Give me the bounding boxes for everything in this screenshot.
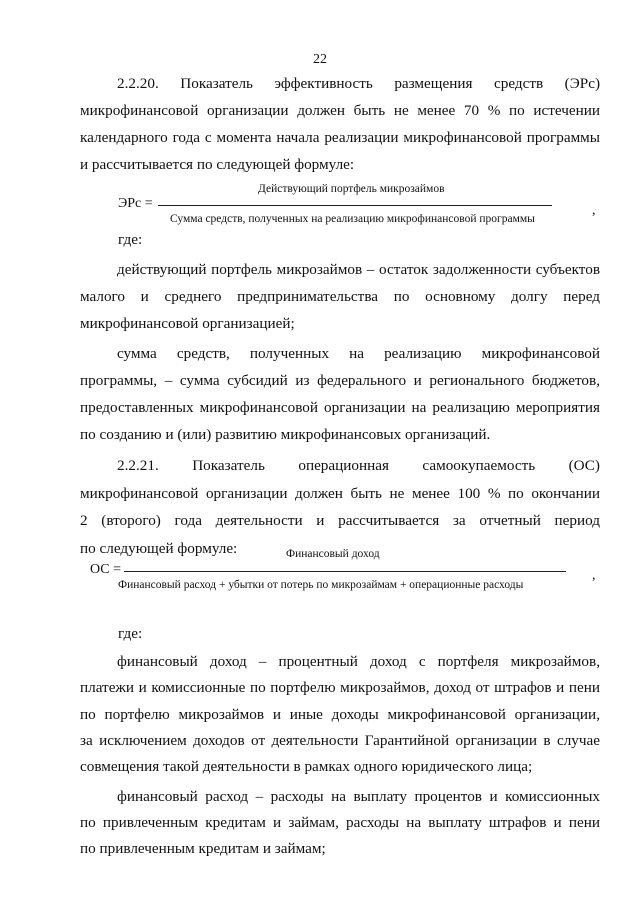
fraction-bar [124, 571, 566, 572]
paragraph-line: календарного года с момента начала реализации микрофинансовой программы [80, 129, 600, 146]
formula-comma: , [592, 203, 596, 218]
paragraph-line: совмещения такой деятельности в рамках одного юридического лица; [80, 758, 533, 775]
where-label: где: [118, 625, 143, 642]
fraction-bar [158, 205, 552, 206]
paragraph-line: по привлеченным кредитам и займам; [80, 840, 326, 857]
paragraph-line: по портфелю микрозаймов и иные доходы микрофинансовой организации, [80, 706, 600, 723]
formula-lhs: ЭРс = [118, 196, 153, 211]
paragraph-line: 2.2.20. Показатель эффективность размещения средств (ЭРс) [117, 75, 600, 92]
formula-denominator: Сумма средств, полученных на реализацию микрофинансовой программы [170, 213, 535, 225]
paragraph-line: 2 (второго) года деятельности и рассчитывается за отчетный период [80, 512, 600, 529]
paragraph-line: и рассчитывается по следующей формуле: [80, 156, 355, 173]
formula-numerator: Действующий портфель микрозаймов [258, 183, 445, 195]
paragraph-line: финансовый расход – расходы на выплату процентов и комиссионных [117, 788, 600, 805]
formula-lhs: ОС = [90, 562, 122, 577]
where-label: где: [118, 231, 143, 248]
paragraph-line: действующий портфель микрозаймов – остаток задолженности субъектов [117, 261, 600, 278]
paragraph-line: предоставленных микрофинансовой организации на реализацию мероприятия [80, 399, 600, 416]
formula-numerator: Финансовый доход [286, 548, 380, 560]
paragraph-line: микрофинансовой организацией; [80, 315, 295, 332]
paragraph-line: сумма средств, полученных на реализацию микрофинансовой [117, 345, 600, 362]
formula-comma: , [592, 568, 596, 583]
paragraph-line: малого и среднего предпринимательства по основному долгу перед [80, 288, 600, 305]
formula-denominator: Финансовый расход + убытки от потерь по микрозаймам + операционные расходы [118, 579, 524, 591]
paragraph-line: микрофинансовой организации должен быть не менее 100 % по окончании [80, 485, 600, 502]
paragraph-line: по следующей формуле: [80, 540, 238, 557]
paragraph-line: по созданию и (или) развитию микрофинансовых организаций. [80, 426, 491, 443]
page-number: 22 [313, 52, 327, 67]
paragraph-line: микрофинансовой организации должен быть не менее 70 % по истечении [80, 102, 600, 119]
paragraph-line: 2.2.21. Показатель операционная самоокупаемость (ОС) [117, 457, 600, 474]
paragraph-line: платежи и комиссионные по портфелю микрозаймов, доход от штрафов и пени [80, 679, 600, 696]
paragraph-line: за исключением доходов от деятельности Гарантийной организации в случае [80, 732, 600, 749]
paragraph-line: финансовый доход – процентный доход с портфеля микрозаймов, [117, 653, 600, 670]
paragraph-line: программы, – сумма субсидий из федерального и регионального бюджетов, [80, 372, 600, 389]
paragraph-line: по привлеченным кредитам и займам, расходы на выплату штрафов и пени [80, 814, 600, 831]
